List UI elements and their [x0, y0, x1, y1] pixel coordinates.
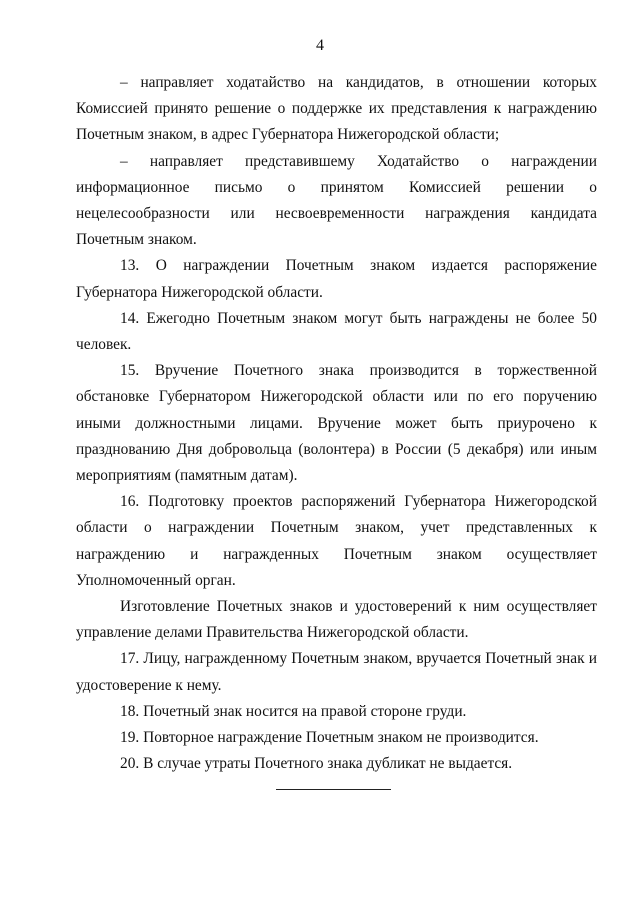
page-number: 4 — [316, 37, 324, 54]
paragraph-20: 20. В случае утраты Почетного знака дубликат не выдается. — [120, 755, 513, 773]
paragraph-16: 16. Подготовку проектов распоряжений Губернатора Нижегородской области о награждении Почетным знаком, учет представленных к награждению и награжденных Почетным знаком осуществляет Уполномоченный орган. — [76, 493, 597, 589]
end-rule — [276, 789, 391, 790]
document-body — [76, 70, 597, 777]
paragraph-16-manufacturing: Изготовление Почетных знаков и удостоверений к ним осуществляет управление делами Правительства Нижегородской области. — [76, 598, 597, 642]
paragraph-14: 14. Ежегодно Почетным знаком могут быть награждены не более 50 человек. — [76, 309, 597, 354]
paragraph-send-info-letter: – направляет представившему Ходатайство о награждении информационное письмо о принятом Комиссией решении о нецелесообразности или несвоевременности награждения кандидата Почетным знаком. — [76, 152, 597, 249]
paragraph-17: 17. Лицу, награжденному Почетным знаком, вручается Почетный знак и удостоверение к нему. — [76, 650, 597, 694]
paragraph-13: 13. О награждении Почетным знаком издается распоряжение Губернатора Нижегородской области. — [76, 257, 597, 301]
paragraph-send-petition: – направляет ходатайство на кандидатов, в отношении которых Комиссией принято решение о поддержке их представления к награждению Почетным знаком, в адрес Губернатора Нижегородской области; — [76, 74, 597, 144]
paragraph-19: 19. Повторное награждение Почетным знаком не производится. — [120, 729, 539, 747]
paragraph-15: 15. Вручение Почетного знака производится в торжественной обстановке Губернатором Нижегородской области или по его поручению иными должностными лицами. Вручение может быть приурочено к празднованию Дня добровольца (волонтера) в России (5 декабря) или иным мероприятиям (памятным датам). — [76, 362, 597, 485]
paragraph-18: 18. Почетный знак носится на правой стороне груди. — [120, 702, 467, 720]
